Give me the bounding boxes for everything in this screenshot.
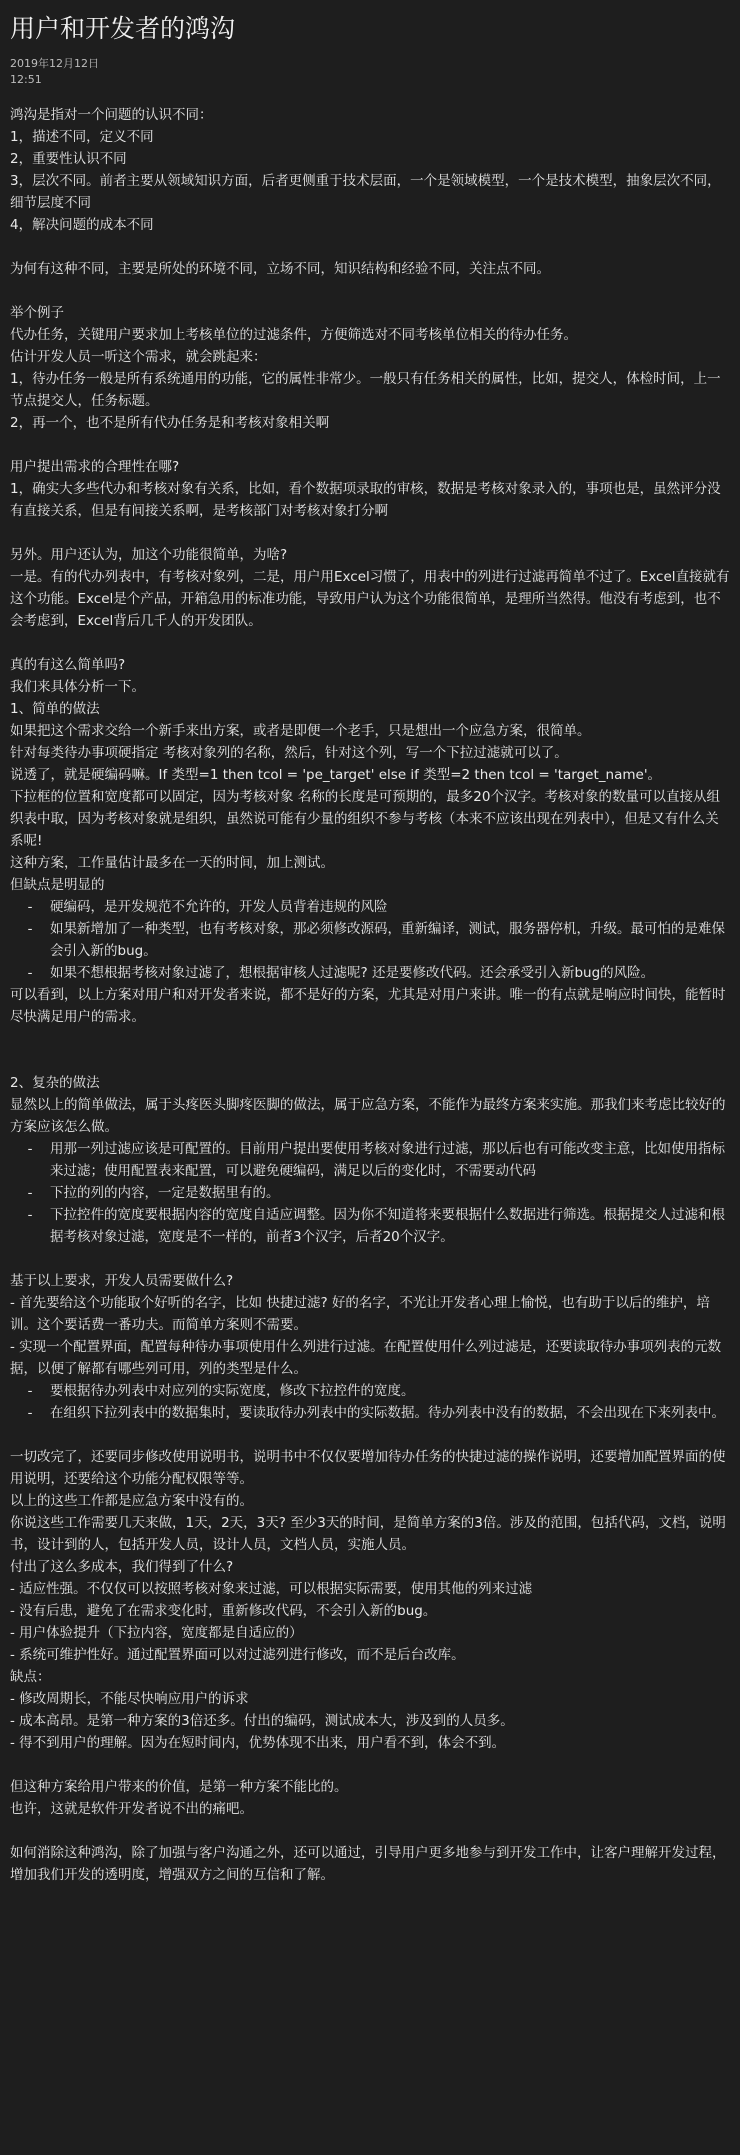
paragraph-line: 2，重要性认识不同 xyxy=(10,151,127,167)
paragraph-line: 我们来具体分析一下。 xyxy=(10,679,145,695)
bullet-item xyxy=(10,1204,730,1248)
blank-line xyxy=(10,1050,730,1072)
paragraph-line: - 适应性强。不仅仅可以按照考核对象来过滤，可以根据实际需要，使用其他的列来过滤 xyxy=(10,1581,533,1597)
paragraph-line: - 首先要给这个功能取个好听的名字，比如 快捷过滤? 好的名字，不光让开发者心理上愉悦，也有助于以后的维护，培训。这个要话费一番功夫。而简单方案则不需要。 xyxy=(10,1295,710,1333)
blank-line xyxy=(10,522,730,544)
blank-line xyxy=(10,1754,730,1776)
paragraph-line: 显然以上的简单做法，属于头疼医头脚疼医脚的做法，属于应急方案，不能作为最终方案来实施。那我们来考虑比较好的方案应该怎么做。 xyxy=(10,1097,726,1135)
paragraph-line: 一是。有的代办列表中，有考核对象列，二是，用户用Excel习惯了，用表中的列进行过滤再简单不过了。Excel直接就有这个功能。Excel是个产品，开箱急用的标准功能，导致用户认为这个功能很简单，是理所当然得。他没有考虑到，也不会考虑到，Excel背后几千人的开发团队。 xyxy=(10,569,730,629)
blank-line xyxy=(10,1248,730,1270)
paragraph-line: - 实现一个配置界面，配置每种待办事项使用什么列进行过滤。在配置使用什么列过滤是，还要读取待办事项列表的元数据，以便了解都有哪些列可用，列的类型是什么。 xyxy=(10,1339,722,1377)
paragraph-line: 4，解决问题的成本不同 xyxy=(10,217,154,233)
bullet-dash: - xyxy=(27,1141,33,1157)
paragraph-line: 付出了这么多成本，我们得到了什么? xyxy=(10,1559,234,1575)
blank-line xyxy=(10,280,730,302)
paragraph-line: 1、简单的做法 xyxy=(10,701,100,717)
paragraph-line: 针对每类待办事项硬指定 考核对象列的名称，然后，针对这个列，写一个下拉过滤就可以了。 xyxy=(10,745,568,761)
paragraph-line: 也许，这就是软件开发者说不出的痛吧。 xyxy=(10,1801,253,1817)
paragraph-line: - 没有后患，避免了在需求变化时，重新修改代码，不会引入新的bug。 xyxy=(10,1603,437,1619)
paragraph-line: 可以看到，以上方案对用户和对开发者来说，都不是好的方案，尤其是对用户来讲。唯一的有点就是响应时间快，能暂时尽快满足用户的需求。 xyxy=(10,987,726,1025)
paragraph-line: - 得不到用户的理解。因为在短时间内，优势体现不出来，用户看不到，体会不到。 xyxy=(10,1735,506,1751)
paragraph-line: 另外。用户还认为，加这个功能很简单，为啥? xyxy=(10,547,288,563)
paragraph-line: 真的有这么简单吗? xyxy=(10,657,126,673)
paragraph-line: 基于以上要求，开发人员需要做什么? xyxy=(10,1273,234,1289)
bullet-item xyxy=(10,1402,730,1424)
blank-line xyxy=(10,236,730,258)
paragraph-line: 下拉框的位置和宽度都可以固定，因为考核对象 名称的长度是可预期的，最多20个汉字。考核对象的数量可以直接从组织表中取，因为考核对象就是组织，虽然说可能有少量的组织不参与考核（本来不应该出现在列表中），但是又有什么关系呢! xyxy=(10,789,720,849)
paragraph-line: 3，层次不同。前者主要从领域知识方面，后者更侧重于技术层面，一个是领域模型，一个是技术模型，抽象层次不同，细节层度不同 xyxy=(10,173,721,211)
bullet-text: 如果不想根据考核对象过滤了，想根据审核人过滤呢? 还是要修改代码。还会承受引入新bug的风险。 xyxy=(50,965,655,981)
paragraph-line: 但缺点是明显的 xyxy=(10,877,105,893)
paragraph-line: 估计开发人员一听这个需求，就会跳起来： xyxy=(10,349,267,365)
bullet-text: 要根据待办列表中对应列的实际宽度，修改下拉控件的宽度。 xyxy=(50,1383,415,1399)
bullet-text: 下拉控件的宽度要根据内容的宽度自适应调整。因为你不知道将来要根据什么数据进行筛选。根据提交人过滤和根据考核对象过滤，宽度是不一样的，前者3个汉字，后者20个汉字。 xyxy=(50,1207,725,1245)
paragraph-line: - 成本高昂。是第一种方案的3倍还多。付出的编码，测试成本大，涉及到的人员多。 xyxy=(10,1713,514,1729)
bullet-item xyxy=(10,918,730,962)
paragraph-line: - 系统可维护性好。通过配置界面可以对过滤列进行修改，而不是后台改库。 xyxy=(10,1647,465,1663)
paragraph-line: 缺点： xyxy=(10,1669,51,1685)
bullet-dash: - xyxy=(27,921,33,937)
note-time: 12:51 xyxy=(10,73,42,86)
paragraph-line: 鸿沟是指对一个问题的认识不同： xyxy=(10,107,213,123)
paragraph-line: - 用户体验提升（下拉内容，宽度都是自适应的） xyxy=(10,1625,303,1641)
blank-line xyxy=(10,632,730,654)
paragraph-line: - 修改周期长，不能尽快响应用户的诉求 xyxy=(10,1691,249,1707)
paragraph-line: 代办任务，关键用户要求加上考核单位的过滤条件，方便筛选对不同考核单位相关的待办任务。 xyxy=(10,327,577,343)
bullet-text: 在组织下拉列表中的数据集时，要读取待办列表中的实际数据。待办列表中没有的数据，不会出现在下来列表中。 xyxy=(50,1405,725,1421)
paragraph-line: 2、复杂的做法 xyxy=(10,1075,100,1091)
blank-line xyxy=(10,1820,730,1842)
bullet-item xyxy=(10,1138,730,1182)
bullet-text: 硬编码，是开发规范不允许的，开发人员背着违规的风险 xyxy=(50,899,388,915)
blank-line xyxy=(10,1028,730,1050)
bullet-dash: - xyxy=(27,1207,33,1223)
bullet-item xyxy=(10,1182,730,1204)
bullet-item xyxy=(10,896,730,918)
paragraph-line: 1，待办任务一般是所有系统通用的功能，它的属性非常少。一般只有任务相关的属性，比如，提交人，体检时间，上一节点提交人，任务标题。 xyxy=(10,371,721,409)
bullet-dash: - xyxy=(27,965,33,981)
bullet-dash: - xyxy=(27,1383,33,1399)
paragraph-line: 以上的这些工作都是应急方案中没有的。 xyxy=(10,1493,253,1509)
paragraph-line: 1，描述不同，定义不同 xyxy=(10,129,154,145)
paragraph-line: 说透了，就是硬编码嘛。If 类型=1 then tcol = 'pe_target' else if 类型=2 then tcol = 'target_name'。 xyxy=(10,767,662,783)
bullet-text: 如果新增加了一种类型，也有考核对象，那必须修改源码，重新编译，测试，服务器停机，升级。最可怕的是难保会引入新的bug。 xyxy=(50,921,725,959)
paragraph-line: 用户提出需求的合理性在哪? xyxy=(10,459,180,475)
paragraph-line: 举个例子 xyxy=(10,305,64,321)
paragraph-line: 这种方案，工作量估计最多在一天的时间，加上测试。 xyxy=(10,855,334,871)
note-body xyxy=(10,104,730,1886)
paragraph-line: 但这种方案给用户带来的价值，是第一种方案不能比的。 xyxy=(10,1779,348,1795)
note-title: 用户和开发者的鸿沟 xyxy=(10,14,236,43)
bullet-dash: - xyxy=(27,899,33,915)
blank-line xyxy=(10,434,730,456)
blank-line xyxy=(10,1424,730,1446)
bullet-item xyxy=(10,1380,730,1402)
paragraph-line: 2，再一个，也不是所有代办任务是和考核对象相关啊 xyxy=(10,415,330,431)
bullet-dash: - xyxy=(27,1405,33,1421)
paragraph-line: 为何有这种不同，主要是所处的环境不同，立场不同，知识结构和经验不同，关注点不同。 xyxy=(10,261,550,277)
note-date: 2019年12月12日 xyxy=(10,57,99,70)
paragraph-line: 一切改完了，还要同步修改使用说明书，说明书中不仅仅要增加待办任务的快捷过滤的操作说明，还要增加配置界面的使用说明，还要给这个功能分配权限等等。 xyxy=(10,1449,726,1487)
bullet-dash: - xyxy=(27,1185,33,1201)
paragraph-line: 如果把这个需求交给一个新手来出方案，或者是即便一个老手，只是想出一个应急方案，很简单。 xyxy=(10,723,591,739)
paragraph-line: 如何消除这种鸿沟，除了加强与客户沟通之外，还可以通过，引导用户更多地参与到开发工作中，让客户理解开发过程，增加我们开发的透明度，增强双方之间的互信和了解。 xyxy=(10,1845,726,1883)
paragraph-line: 你说这些工作需要几天来做，1天，2天，3天? 至少3天的时间，是简单方案的3倍。涉及的范围，包括代码，文档，说明书，设计到的人，包括开发人员，设计人员，文档人员，实施人员。 xyxy=(10,1515,726,1553)
bullet-item xyxy=(10,962,730,984)
bullet-text: 用那一列过滤应该是可配置的。目前用户提出要使用考核对象进行过滤，那以后也有可能改变主意，比如使用指标来过滤；使用配置表来配置，可以避免硬编码，满足以后的变化时，不需要动代码 xyxy=(50,1141,725,1179)
paragraph-line: 1，确实大多些代办和考核对象有关系，比如，看个数据项录取的审核，数据是考核对象录入的，事项也是，虽然评分没有直接关系，但是有间接关系啊，是考核部门对考核对象打分啊 xyxy=(10,481,721,519)
bullet-text: 下拉的列的内容，一定是数据里有的。 xyxy=(50,1185,280,1201)
